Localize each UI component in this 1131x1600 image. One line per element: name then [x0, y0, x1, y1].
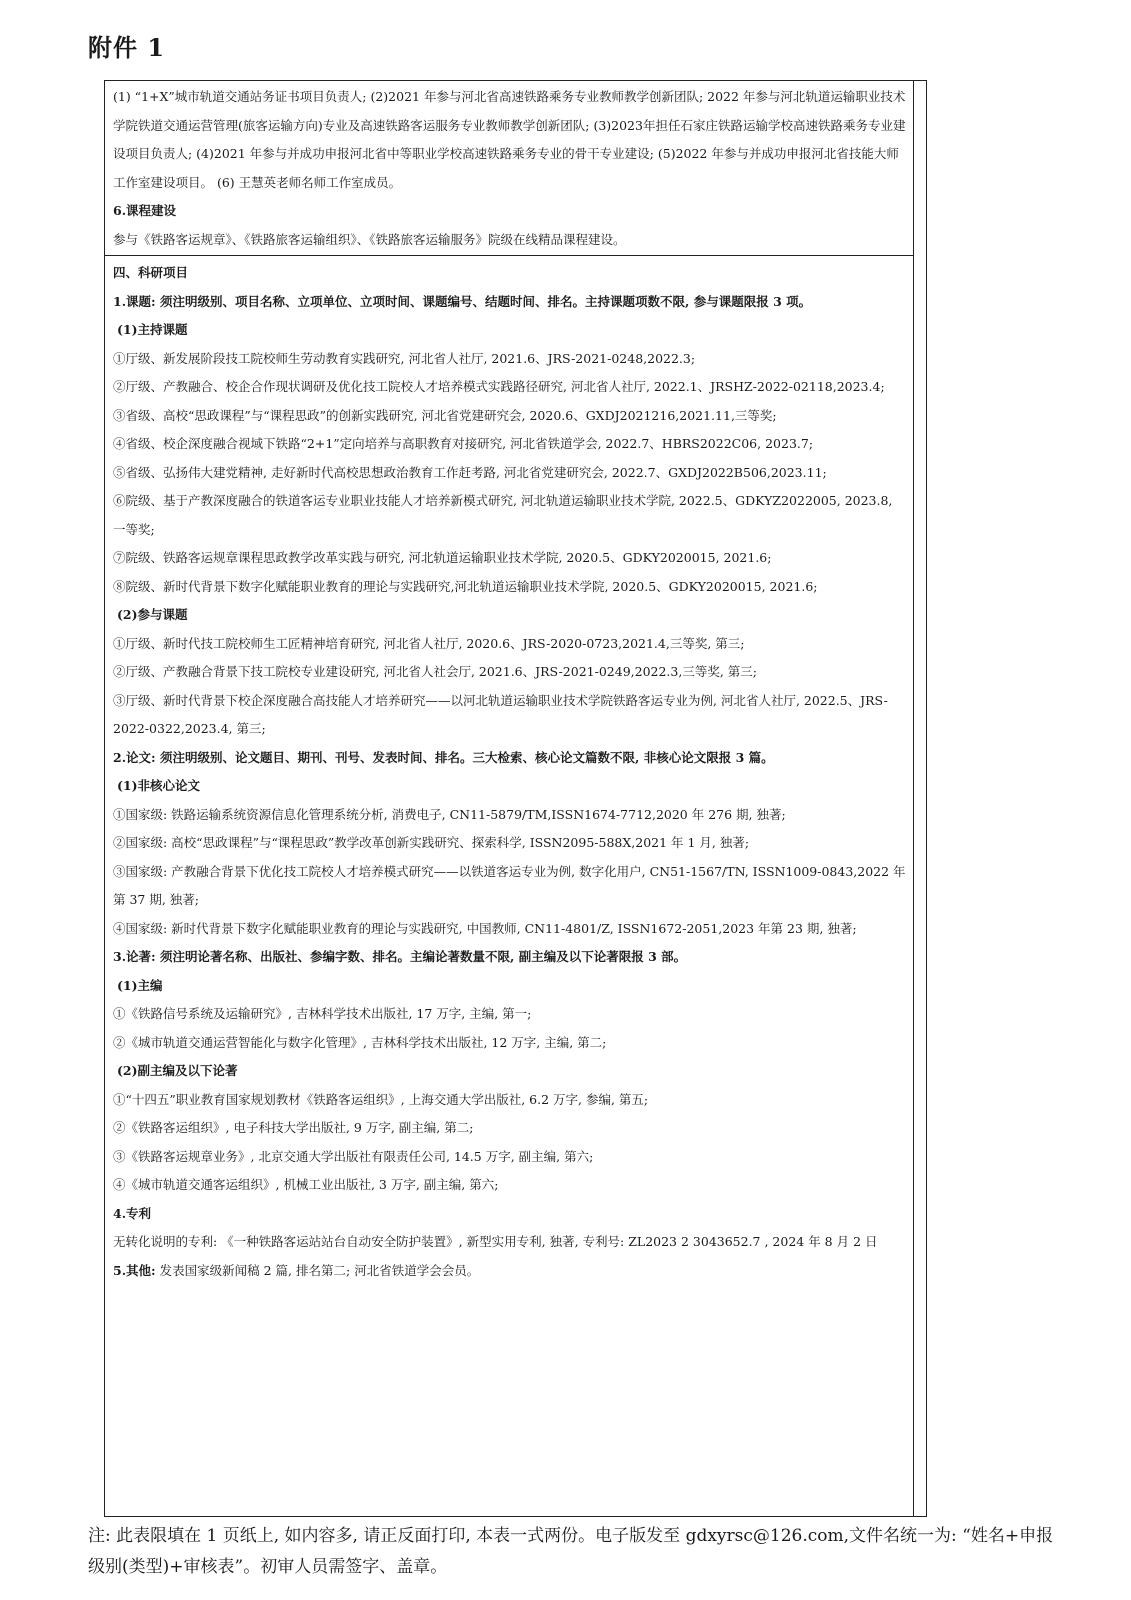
- hosted-topic-item: ②厅级、产教融合、校企合作现状调研及优化技工院校人才培养模式实践路径研究, 河北省人社厅, 2022.1、JRSHZ-2022-02118,2023.4;: [113, 379, 885, 394]
- paper-item: ③国家级: 产教融合背景下优化技工院校人才培养模式研究——以铁道客运专业为例, 数字化用户, CN51-1567/TN, ISSN1009-0843,2022 年第 37 期, 独著;: [113, 863, 906, 907]
- team-building-paragraph: (1) “1+X”城市轨道交通站务证书项目负责人; (2)2021 年参与河北省高速铁路乘务专业教师教学创新团队; 2022 年参与河北轨道运输职业技术学院铁道交通运营管理(旅客运输方向)专业及高速铁路客运服务专业教师教学创新团队; (3)2023年担任石家庄铁路运输学校高速铁路乘务专业建设项目负责人; (4)2021 年参与并成功申报河北省中等职业学校高速铁路乘务专业的骨干专业建设; (5)2022 年参与并成功申报河北省技能大师工作室建设项目。 (6) 王慧英老师名师工作室成员。: [113, 89, 906, 190]
- joined-topic-item: ①厅级、新时代技工院校师生工匠精神培育研究, 河北省人社厅, 2020.6、JRS-2020-0723,2021.4,三等奖, 第三;: [113, 635, 745, 651]
- patent-item: 无转化说明的专利: 《一种铁路客运站站台自动安全防护装置》, 新型实用专利, 独著, 专利号: ZL2023 2 3043652.7 , 2024 年 8 月 2 日: [113, 1234, 878, 1249]
- paper-item: ②国家级: 高校“思政课程”与“课程思政”教学改革创新实践研究、探索科学, ISSN2095-588X,2021 年 1 月, 独著;: [113, 835, 750, 850]
- chief-editor-heading: (1)主编: [117, 977, 163, 993]
- column-divider: [913, 81, 914, 1516]
- book-item: ②《城市轨道交通运营智能化与数字化管理》, 吉林科学技术出版社, 12 万字, 主编, 第二;: [113, 1034, 607, 1050]
- books-heading: 3.论著: 须注明论著名称、出版社、参编字数、排名。主编论著数量不限, 副主编及以下论著限报 3 部。: [113, 949, 687, 964]
- book-item: ①《铁路信号系统及运输研究》, 吉林科学技术出版社, 17 万字, 主编, 第一;: [113, 1006, 532, 1021]
- joined-topics-heading: (2)参与课题: [117, 607, 188, 622]
- section-title: 四、科研项目: [113, 265, 189, 280]
- footer-note: 注: 此表限填在 1 页纸上, 如内容多, 请正反面打印, 本表一式两份。电子版发至 gdxyrsc@126.com,文件名统一为: “姓名+申报级别(类型)+审核表”。初审人员需签字、盖章。: [88, 1526, 1054, 1577]
- paper-item: ④国家级: 新时代背景下数字化赋能职业教育的理论与实践研究, 中国教师, CN11-4801/Z, ISSN1672-2051,2023 年第 23 期, 独著;: [113, 920, 857, 936]
- hosted-topics-heading: (1)主持课题: [117, 322, 188, 337]
- row-divider: [105, 255, 913, 256]
- course-building-text: 参与《铁路客运规章》、《铁路旅客运输组织》、《铁路旅客运输服务》院级在线精品课程建设。: [113, 231, 626, 247]
- hosted-topic-item: ④省级、校企深度融合视域下铁路“2+1”定向培养与高职教育对接研究, 河北省铁道学会, 2022.7、HBRS2022C06, 2023.7;: [113, 436, 814, 451]
- noncore-papers-heading: (1)非核心论文: [117, 778, 201, 793]
- book-item: ②《铁路客运组织》, 电子科技大学出版社, 9 万字, 副主编, 第二;: [113, 1120, 474, 1135]
- deputy-editor-heading: (2)副主编及以下论著: [117, 1063, 238, 1078]
- other-label: 5.其他:: [113, 1262, 156, 1278]
- hosted-topic-item: ⑦院级、铁路客运规章课程思政教学改革实践与研究, 河北轨道运输职业技术学院, 2020.5、GDKY2020015, 2021.6;: [113, 550, 772, 565]
- book-item: ①“十四五”职业教育国家规划教材《铁路客运组织》, 上海交通大学出版社, 6.2 万字, 参编, 第五;: [113, 1091, 649, 1107]
- patent-heading: 4.专利: [113, 1205, 152, 1221]
- topics-heading: 1.课题: 须注明级别、项目名称、立项单位、立项时间、课题编号、结题时间、排名。主持课题项数不限, 参与课题限报 3 项。: [113, 293, 812, 309]
- form-table: [104, 80, 927, 1517]
- book-item: ④《城市轨道交通客运组织》, 机械工业出版社, 3 万字, 副主编, 第六;: [113, 1177, 499, 1192]
- professional-development-cell: [113, 83, 907, 254]
- hosted-topic-item: ③省级、高校“思政课程”与“课程思政”的创新实践研究, 河北省党建研究会, 2020.6、GXDJ2021216,2021.11,三等奖;: [113, 407, 777, 423]
- hosted-topic-item: ①厅级、新发展阶段技工院校师生劳动教育实践研究, 河北省人社厅, 2021.6、JRS-2021-0248,2022.3;: [113, 350, 696, 366]
- other-text: 发表国家级新闻稿 2 篇, 排名第二; 河北省铁道学会会员。: [159, 1262, 480, 1278]
- joined-topic-item: ③厅级、新时代背景下校企深度融合高技能人才培养研究——以河北轨道运输职业技术学院铁路客运专业为例, 河北省人社厅, 2022.5、JRS-2022-0322,2023.4, 第三;: [113, 692, 888, 736]
- course-building-heading: 6.课程建设: [113, 203, 177, 218]
- paper-item: ①国家级: 铁路运输系统资源信息化管理系统分析, 消费电子, CN11-5879/TM,ISSN1674-7712,2020 年 276 期, 独著;: [113, 806, 786, 822]
- hosted-topic-item: ⑧院级、新时代背景下数字化赋能职业教育的理论与实践研究,河北轨道运输职业技术学院, 2020.5、GDKY2020015, 2021.6;: [113, 578, 818, 594]
- hosted-topic-item: ⑥院级、基于产教深度融合的铁道客运专业职业技能人才培养新模式研究, 河北轨道运输职业技术学院, 2022.5、GDKYZ2022005, 2023.8, 一等奖;: [113, 493, 893, 537]
- joined-topic-item: ②厅级、产教融合背景下技工院校专业建设研究, 河北省人社会厅, 2021.6、JRS-2021-0249,2022.3,三等奖, 第三;: [113, 664, 757, 679]
- research-projects-cell: [113, 259, 907, 1285]
- attachment-label: 附件 1: [88, 33, 166, 62]
- hosted-topic-item: ⑤省级、弘扬伟大建党精神, 走好新时代高校思想政治教育工作赶考路, 河北省党建研究会, 2022.7、GXDJ2022B506,2023.11;: [113, 464, 827, 480]
- book-item: ③《铁路客运规章业务》, 北京交通大学出版社有限责任公司, 14.5 万字, 副主编, 第六;: [113, 1148, 594, 1164]
- papers-heading: 2.论文: 须注明级别、论文题目、期刊、刊号、发表时间、排名。三大检索、核心论文篇数不限, 非核心论文限报 3 篇。: [113, 749, 774, 765]
